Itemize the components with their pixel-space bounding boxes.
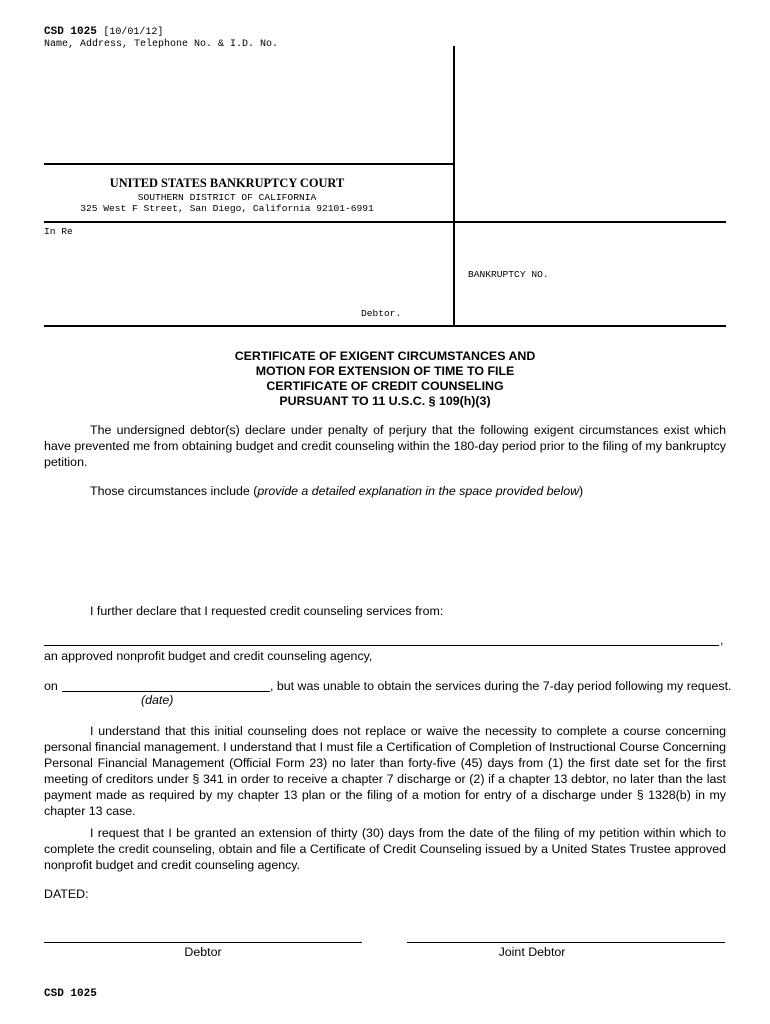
on-label: on: [44, 679, 58, 693]
title-line-1: CERTIFICATE OF EXIGENT CIRCUMSTANCES AND: [234, 349, 536, 363]
dated-label: DATED:: [44, 887, 89, 901]
debtor-signature-line[interactable]: [44, 942, 362, 943]
title-line-4: PURSUANT TO 11 U.S.C. § 109(h)(3): [279, 394, 491, 408]
title-line-3: CERTIFICATE OF CREDIT COUNSELING: [266, 379, 504, 393]
form-date: [10/01/12]: [103, 27, 164, 38]
caption-rule-bottom: [44, 325, 726, 327]
extension-request-paragraph: I request that I be granted an extension of thirty (30) days from the date of the filing of my petition within which to complete the credit counseling, obtain and file a Certificate of Credit Counseling issued by a United States Trustee approved nonprofit budget and credit counseling agency.: [44, 826, 726, 872]
form-header: [44, 26, 163, 39]
title-line-2: MOTION FOR EXTENSION OF TIME TO FILE: [255, 364, 515, 378]
circumstances-prefix: Those circumstances include (: [90, 484, 258, 498]
court-address: 325 West F Street, San Diego, California 92101-6991: [80, 203, 374, 214]
caption-rule-middle: [44, 221, 726, 223]
date-caption: (date): [141, 693, 174, 707]
circumstances-paragraph: [44, 483, 726, 499]
circumstances-suffix: ): [579, 484, 584, 498]
declaration-paragraph: The undersigned debtor(s) declare under penalty of perjury that the following exigent circumstances exist which have prevented me from obtaining budget and credit counseling within the 180-day period prior to the filing of my bankruptcy petition.: [44, 423, 726, 469]
joint-debtor-signature-line[interactable]: [407, 942, 725, 943]
debtor-caption-label: Debtor.: [361, 308, 402, 319]
court-district: SOUTHERN DISTRICT OF CALIFORNIA: [137, 192, 317, 203]
caption-vertical-divider: [453, 46, 455, 327]
joint-debtor-signature-label: Joint Debtor: [498, 945, 566, 959]
counseling-understanding-paragraph: I understand that this initial counseling does not replace or waive the necessity to complete a course concerning personal financial management. I understand that I must file a Certification of Completion of Instructional Course Concerning Personal Financial Management (Official Form 23) no later than forty-five (45) days from (1) the first date set for the first meeting of creditors under § 341 in order to receive a chapter 7 discharge or (2) if a chapter 13 debtor, no later than the last payment made as required by my chapter 13 plan or the filing of a motion for entry of a discharge under § 1328(b) in my chapter 13 case.: [44, 724, 726, 818]
agency-name-field[interactable]: [44, 645, 719, 646]
caption-rule-top: [44, 163, 453, 165]
footer-form-id: CSD 1025: [44, 988, 97, 1000]
in-re-label: In Re: [44, 226, 73, 237]
agency-description: an approved nonprofit budget and credit counseling agency,: [44, 649, 373, 663]
further-declare-paragraph: I further declare that I requested credit counseling services from:: [90, 604, 444, 618]
bankruptcy-no-label: BANKRUPTCY NO.: [468, 269, 549, 280]
name-address-label: Name, Address, Telephone No. & I.D. No.: [44, 39, 279, 50]
on-suffix: , but was unable to obtain the services during the 7-day period following my request.: [270, 679, 732, 693]
circumstances-instruction: provide a detailed explanation in the space provided below: [257, 484, 580, 498]
debtor-signature-label: Debtor: [184, 945, 222, 959]
form-id: CSD 1025: [44, 26, 97, 38]
court-name: UNITED STATES BANKRUPTCY COURT: [109, 176, 345, 190]
agency-comma: ,: [720, 633, 724, 647]
